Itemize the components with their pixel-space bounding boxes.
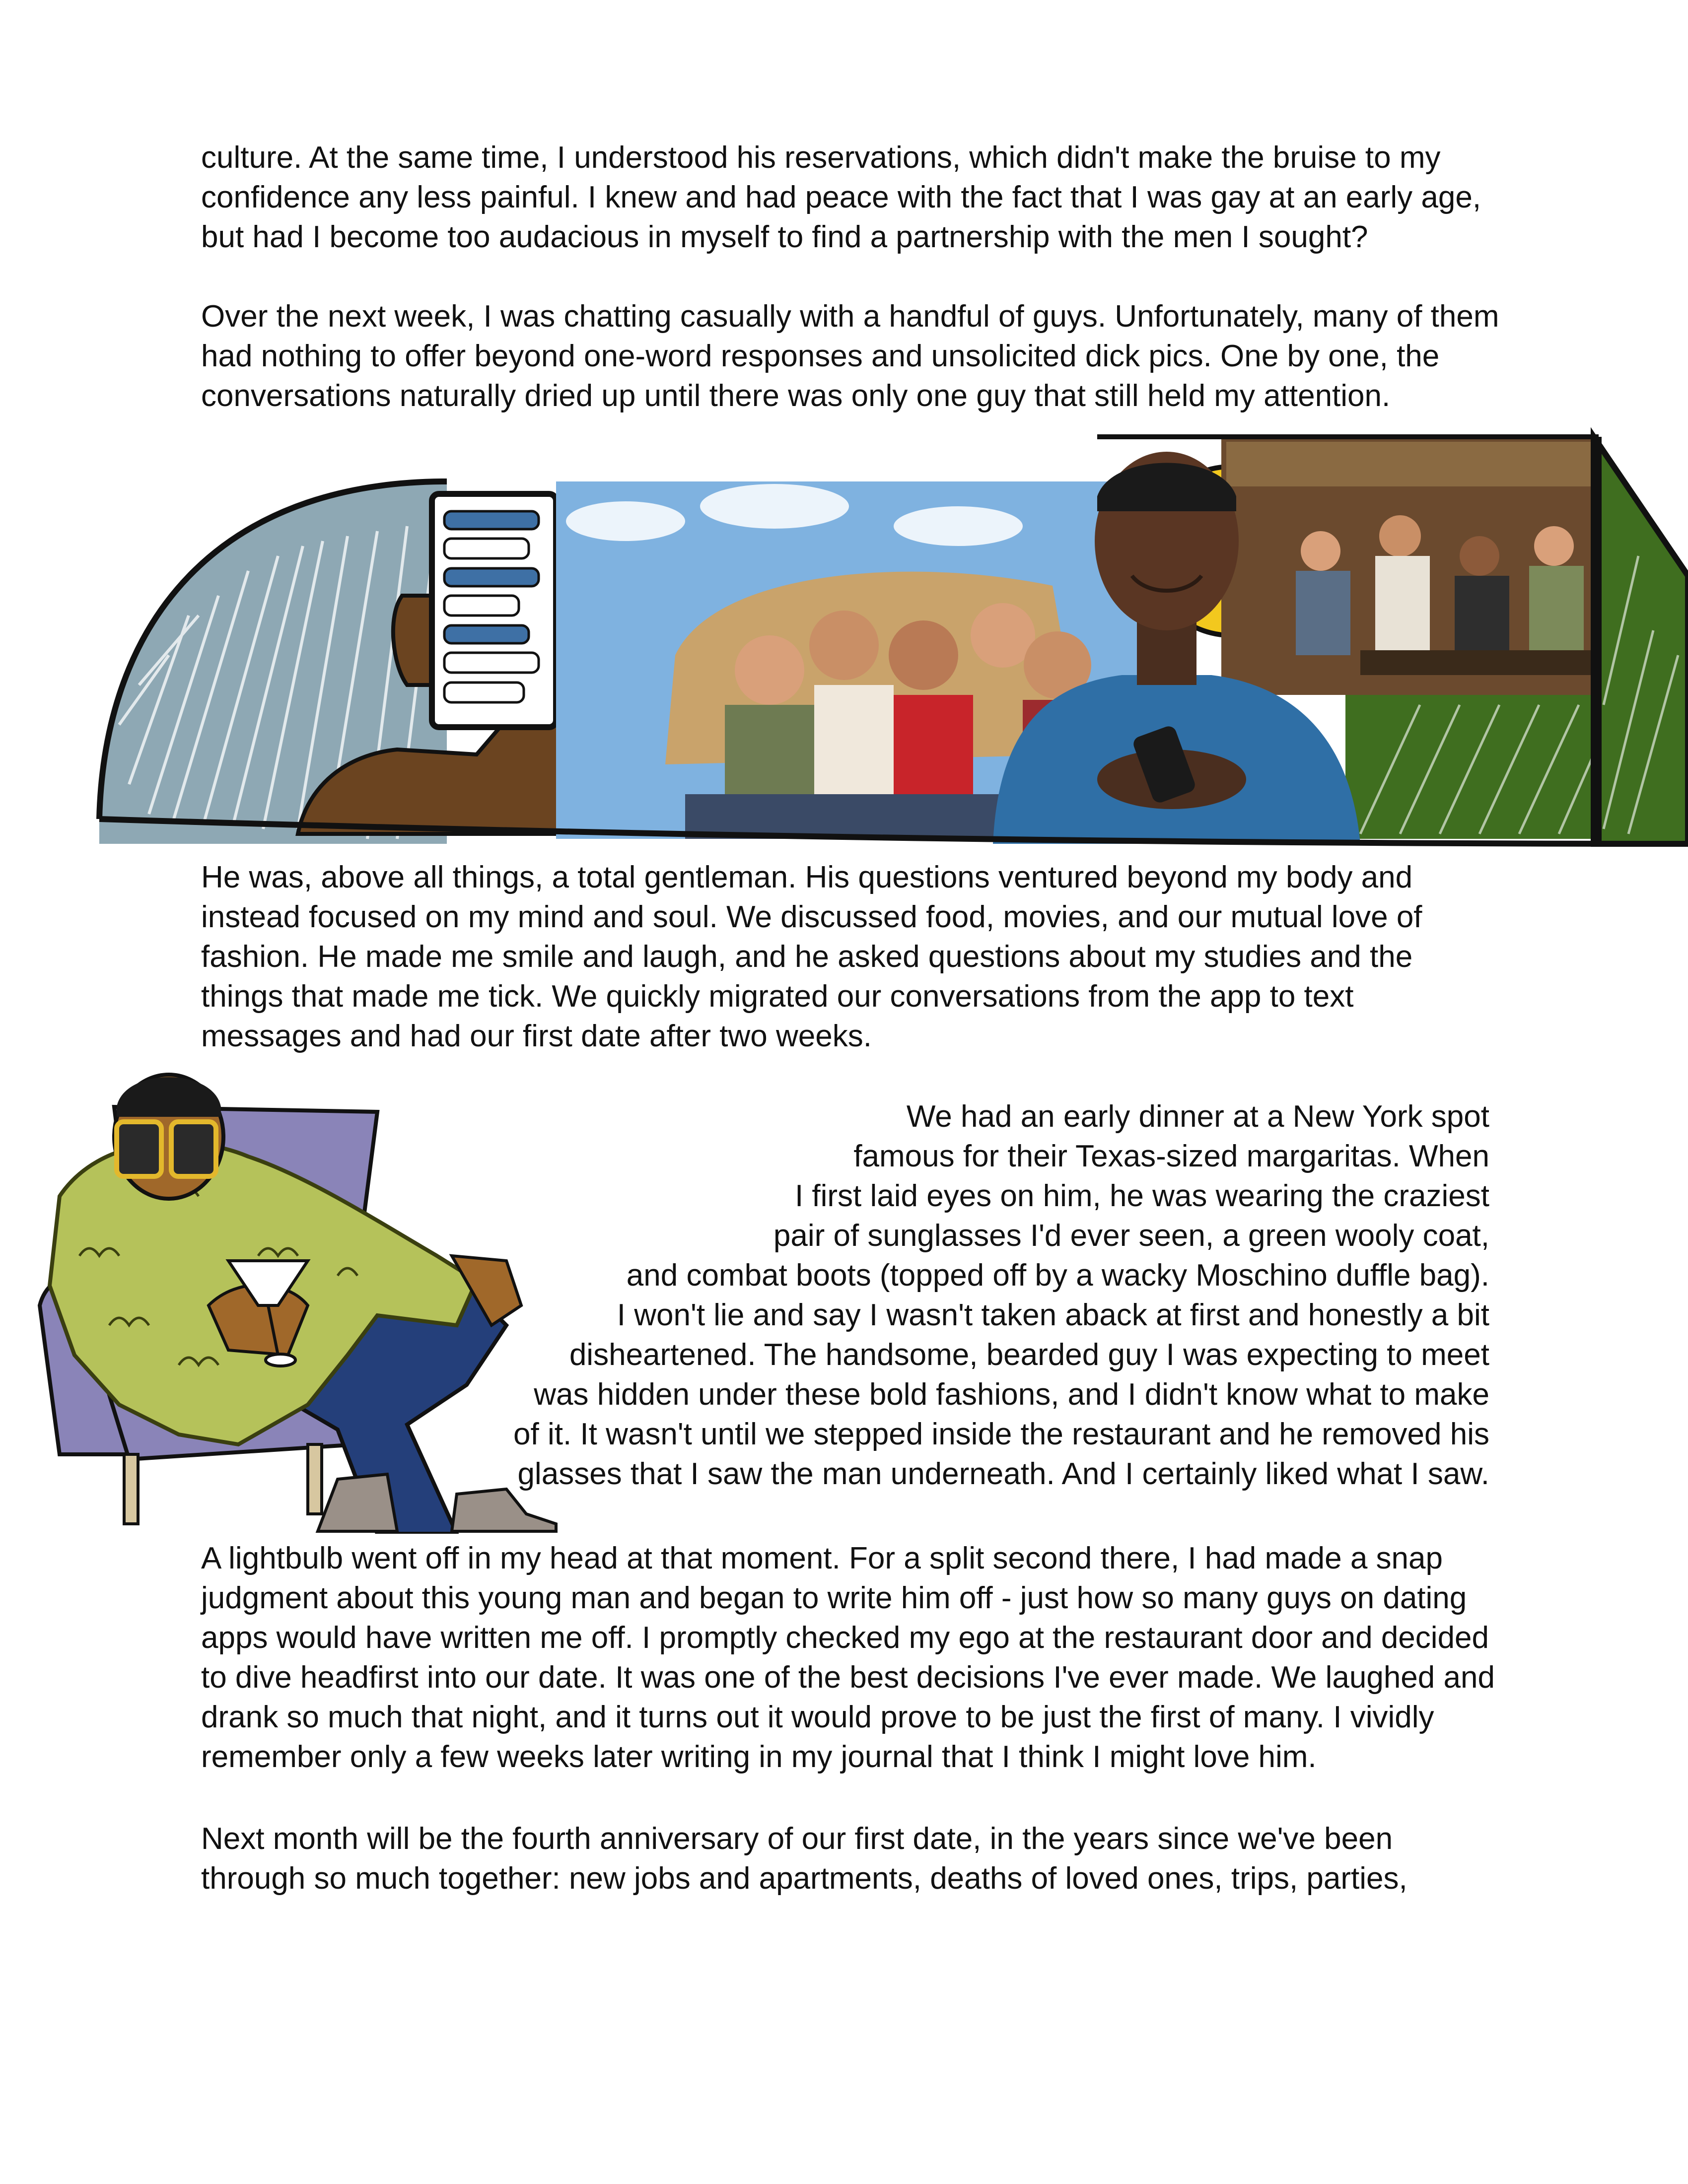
text-line: was hidden under these bold fashions, and I didn't know what to make [534, 1377, 1489, 1412]
text-line: Next month will be the fourth anniversary of our first date, in the years since we've been [201, 1822, 1393, 1856]
text-line: I first laid eyes on him, he was wearing the craziest [794, 1179, 1489, 1213]
text-line: disheartened. The handsome, bearded guy I was expecting to meet [569, 1338, 1489, 1372]
paragraph-1 [201, 138, 1481, 257]
text-line: famous for their Texas-sized margaritas. When [853, 1139, 1489, 1173]
text-line: judgment about this young man and began to write him off - just how so many guys on dating [201, 1581, 1467, 1615]
text-line: messages and had our first date after two weeks. [201, 1019, 872, 1053]
text-line: and combat boots (topped off by a wacky Moschino duffle bag). [626, 1258, 1489, 1293]
text-line: We had an early dinner at a New York spot [906, 1099, 1489, 1134]
text-line: A lightbulb went off in my head at that moment. For a split second there, I had made a snap [201, 1541, 1443, 1575]
text-line: He was, above all things, a total gentleman. His questions ventured beyond my body and [201, 860, 1413, 894]
text-line: of it. It wasn't until we stepped inside the restaurant and he removed his [513, 1417, 1489, 1451]
text-line: Over the next week, I was chatting casually with a handful of guys. Unfortunately, many of them [201, 299, 1499, 334]
collage-illustration [89, 407, 1688, 854]
paragraph-6 [201, 1819, 1407, 1899]
paragraph-5 [201, 1539, 1495, 1777]
text-line: through so much together: new jobs and apartments, deaths of loved ones, trips, parties, [201, 1861, 1407, 1896]
paragraph-2 [201, 297, 1499, 416]
text-line: had nothing to offer beyond one-word responses and unsolicited dick pics. One by one, the [201, 339, 1440, 373]
text-line: things that made me tick. We quickly migrated our conversations from the app to text [201, 979, 1354, 1014]
text-line: but had I become too audacious in myself to find a partnership with the men I sought? [201, 220, 1368, 254]
text-line: instead focused on my mind and soul. We discussed food, movies, and our mutual love of [201, 900, 1422, 934]
text-line: remember only a few weeks later writing in my journal that I think I might love him. [201, 1740, 1317, 1774]
bar-crowd-photo [1221, 437, 1599, 695]
text-line: pair of sunglasses I'd ever seen, a green wooly coat, [773, 1219, 1489, 1253]
text-line: fashion. He made me smile and laugh, and he asked questions about my studies and the [201, 940, 1413, 974]
text-line: confidence any less painful. I knew and had peace with the fact that I was gay at an early age, [201, 180, 1481, 214]
green-triangle-shape [1594, 437, 1688, 844]
phone-hand-icon [99, 481, 607, 844]
text-line: culture. At the same time, I understood his reservations, which didn't make the bruise to my [201, 140, 1441, 175]
paragraph-3 [201, 858, 1422, 1056]
text-line: I won't lie and say I wasn't taken aback at first and honestly a bit [617, 1298, 1489, 1332]
text-line: drank so much that night, and it turns out it would prove to be just the first of many. I vividly [201, 1700, 1434, 1734]
paragraph-4 [513, 1097, 1489, 1494]
text-line: to dive headfirst into our date. It was one of the best decisions I've ever made. We laughed and [201, 1660, 1495, 1695]
text-line: apps would have written me off. I promptly checked my ego at the restaurant door and decided [201, 1621, 1489, 1655]
text-line: conversations naturally dried up until there was only one guy that still held my attention. [201, 379, 1391, 413]
text-line: glasses that I saw the man underneath. And I certainly liked what I saw. [517, 1457, 1489, 1491]
fur-coat-man-in-chair-icon [30, 1047, 576, 1534]
green-sketch-shape [1345, 695, 1599, 839]
